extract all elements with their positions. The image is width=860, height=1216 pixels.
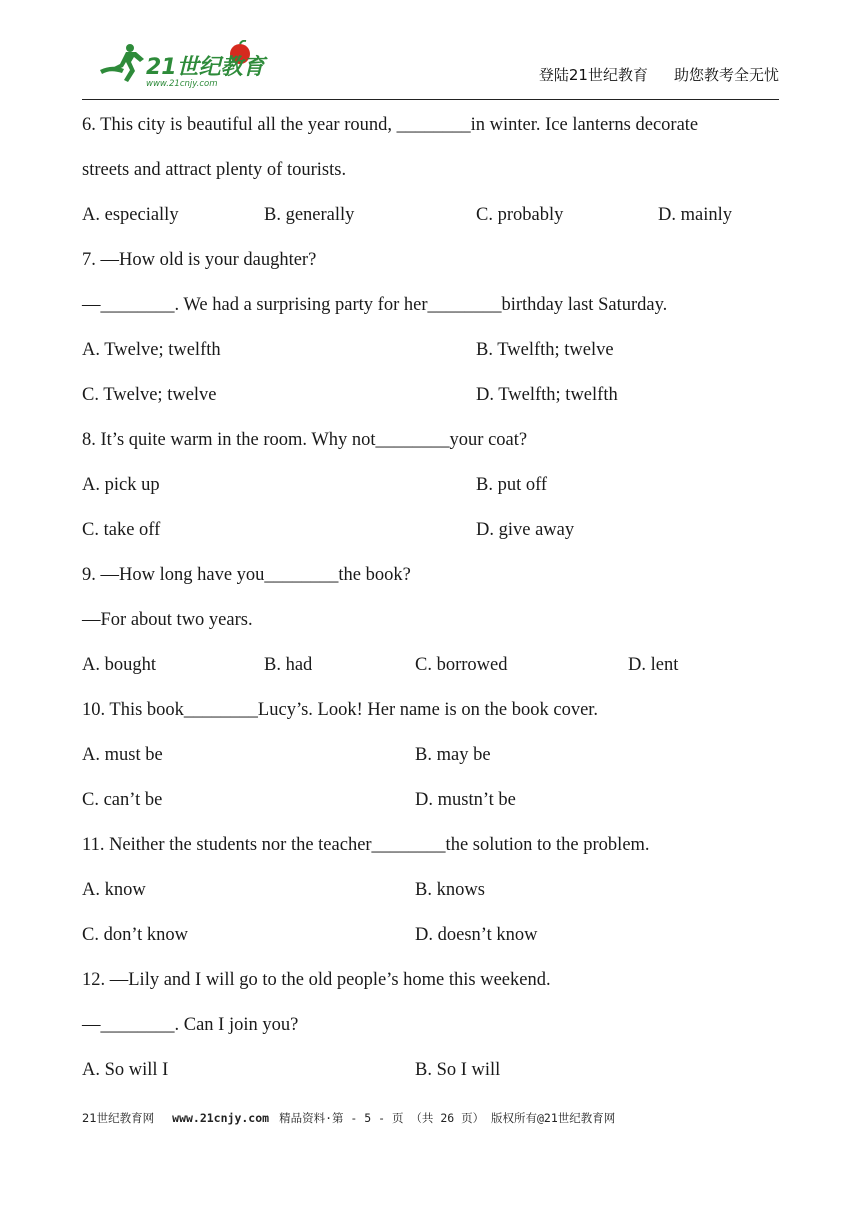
page-footer [82, 1110, 615, 1126]
q11-option-a: A. know [82, 880, 146, 900]
q11-option-d: D. doesn’t know [415, 925, 538, 945]
q6-option-a: A. especially [82, 205, 179, 225]
question-8-stem: 8. It’s quite warm in the room. Why not________your coat? [82, 430, 528, 450]
q8-option-a: A. pick up [82, 475, 160, 495]
q10-option-a: A. must be [82, 745, 163, 765]
q9-option-a: A. bought [82, 655, 156, 675]
q9-option-c: C. borrowed [415, 655, 508, 675]
slogan-left: 登陆21世纪教育 [538, 66, 648, 84]
header-slogan [539, 64, 779, 85]
logo [90, 40, 280, 90]
q9-option-b: B. had [264, 655, 313, 675]
q7-option-a: A. Twelve; twelfth [82, 340, 221, 360]
page-header [82, 38, 779, 100]
question-9-stem-line-2: —For about two years. [82, 610, 253, 630]
question-12-stem-line-2: —________. Can I join you? [82, 1015, 299, 1035]
q10-option-b: B. may be [415, 745, 491, 765]
logo-url: www.21cnjy.com [146, 79, 218, 89]
header-divider [82, 99, 779, 100]
question-9-stem-line-1: 9. —How long have you________the book? [82, 565, 411, 585]
q7-option-d: D. Twelfth; twelfth [476, 385, 618, 405]
q8-option-d: D. give away [476, 520, 575, 540]
q10-option-d: D. mustn’t be [415, 790, 516, 810]
q12-option-b: B. So I will [415, 1060, 501, 1080]
q11-option-c: C. don’t know [82, 925, 189, 945]
logo-text: 21世纪教育 [146, 55, 265, 80]
q9-option-d: D. lent [628, 655, 679, 675]
q8-option-c: C. take off [82, 520, 161, 540]
footer-page-info: 精品资料·第 - 5 - 页 （共 26 页） 版权所有@21世纪教育网 [279, 1111, 616, 1125]
runner-icon [100, 44, 144, 82]
q12-option-a: A. So will I [82, 1060, 169, 1080]
question-7-stem-line-2: —________. We had a surprising party for her________birthday last Saturday. [82, 295, 668, 315]
q6-option-b: B. generally [264, 205, 355, 225]
q11-option-b: B. knows [415, 880, 485, 900]
q6-option-c: C. probably [476, 205, 564, 225]
q6-option-d: D. mainly [658, 205, 732, 225]
slogan-right: 助您教考全无忧 [673, 66, 779, 84]
footer-site: 21世纪教育网 [82, 1111, 155, 1125]
question-12-stem-line-1: 12. —Lily and I will go to the old people’s home this weekend. [82, 970, 551, 990]
question-10-stem: 10. This book________Lucy’s. Look! Her name is on the book cover. [82, 700, 599, 720]
q10-option-c: C. can’t be [82, 790, 163, 810]
question-7-stem-line-1: 7. —How old is your daughter? [82, 250, 317, 270]
q8-option-b: B. put off [476, 475, 548, 495]
footer-url[interactable]: www.21cnjy.com [172, 1111, 270, 1125]
question-6-stem-line-1: 6. This city is beautiful all the year round, ________in winter. Ice lanterns decorate [82, 115, 699, 135]
q7-option-c: C. Twelve; twelve [82, 385, 217, 405]
question-6-stem-line-2: streets and attract plenty of tourists. [82, 160, 347, 180]
q7-option-b: B. Twelfth; twelve [476, 340, 614, 360]
question-11-stem: 11. Neither the students nor the teacher________the solution to the problem. [82, 835, 650, 855]
